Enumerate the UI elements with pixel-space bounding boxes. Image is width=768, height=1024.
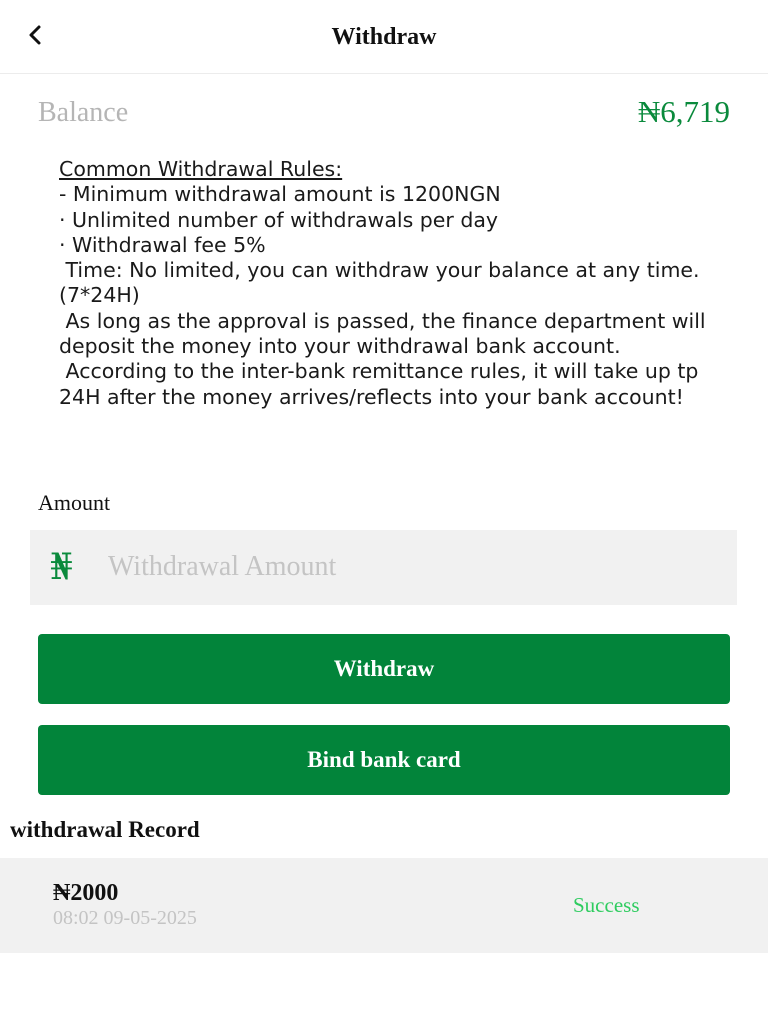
record-row (0, 858, 768, 953)
rule-line: · Unlimited number of withdrawals per day (59, 207, 499, 232)
page-title: Withdraw (331, 24, 437, 50)
rule-line: Time: No limited, you can withdraw your balance at any time. (7*24H) (59, 258, 707, 308)
record-status-badge: Success (573, 893, 640, 917)
record-amount: ₦2000 (53, 880, 119, 906)
withdraw-button[interactable]: Withdraw (38, 634, 730, 704)
rule-line: As long as the approval is passed, the finance department will deposit the money into your withdrawal bank account. (59, 308, 713, 359)
top-bar (0, 0, 768, 74)
balance-label: Balance (38, 97, 129, 128)
record-time: 08:02 09-05-2025 (53, 907, 197, 929)
rules-title: Common Withdrawal Rules: (59, 157, 343, 181)
withdrawal-rules (59, 157, 713, 410)
rule-line: - Minimum withdrawal amount is 1200NGN (59, 182, 501, 207)
balance-row (38, 92, 730, 134)
amount-label: Amount (38, 490, 111, 515)
bind-bank-card-button[interactable]: Bind bank card (38, 725, 730, 795)
balance-value: ₦6,719 (637, 94, 730, 129)
withdrawal-record-title: withdrawal Record (10, 817, 200, 842)
naira-currency-icon: ₦ (50, 547, 73, 588)
rule-line: According to the inter-bank remittance rules, it will take up tp 24H after the money arrives/reflects into your bank account! (59, 359, 705, 409)
rule-line: · Withdrawal fee 5% (59, 232, 266, 257)
withdrawal-amount-input[interactable] (104, 546, 712, 588)
